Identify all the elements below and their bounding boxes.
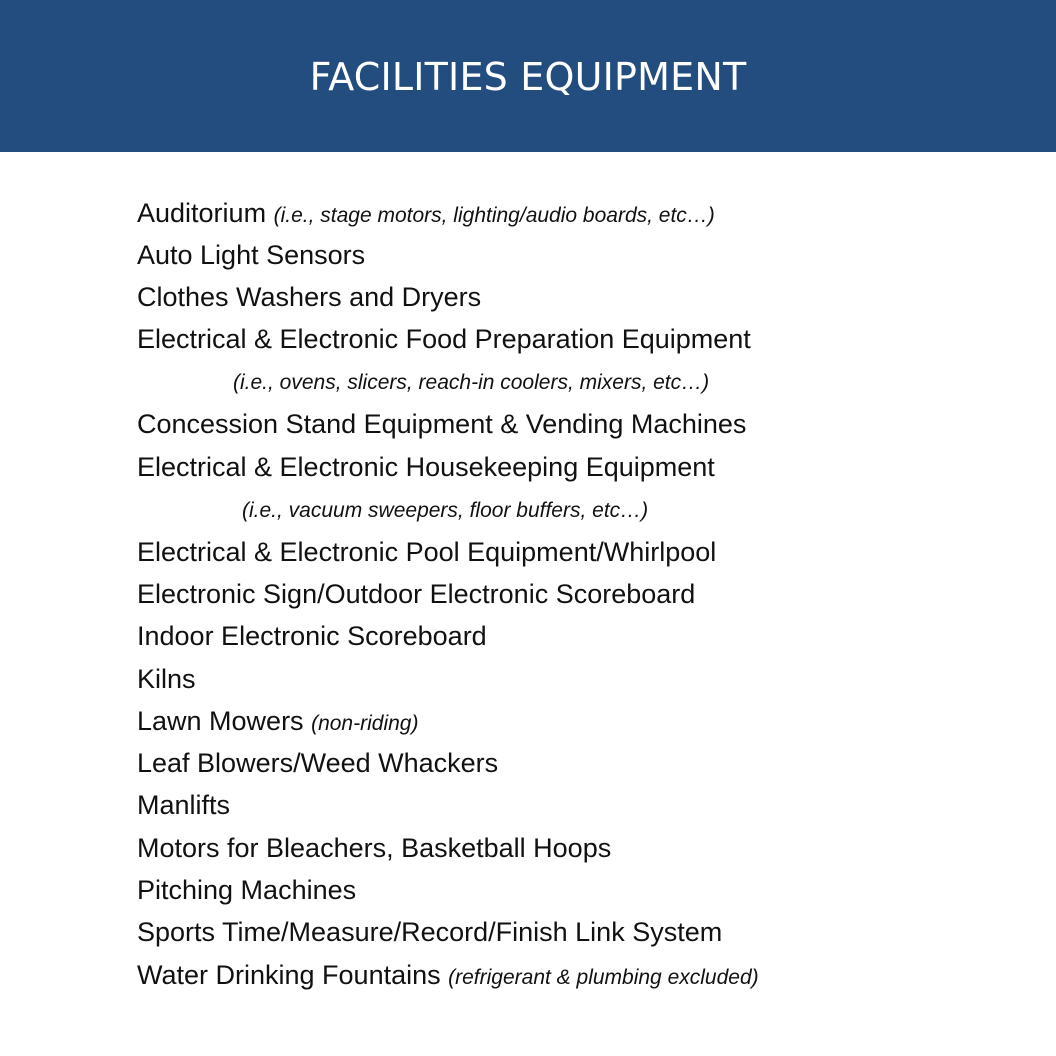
list-item-label: Manlifts [137, 790, 231, 820]
list-item-label: Pitching Machines [137, 875, 357, 905]
list-item-note: (i.e., vacuum sweepers, floor buffers, etc…) [242, 499, 649, 522]
list-item [137, 662, 196, 696]
list-item [137, 915, 722, 949]
list-item-label: Kilns [137, 664, 196, 694]
list-item-label: Lawn Mowers [137, 706, 304, 736]
list-item-label: Electrical & Electronic Food Preparation Equipment [137, 324, 751, 354]
list-item-label: Electrical & Electronic Housekeeping Equipment [137, 452, 715, 482]
list-item [137, 450, 715, 484]
list-item-note: (non-riding) [311, 712, 419, 735]
list-item-label: Electronic Sign/Outdoor Electronic Scoreboard [137, 579, 696, 609]
list-item [137, 407, 746, 441]
title-banner [0, 0, 1056, 152]
list-item-label: Auditorium [137, 198, 267, 228]
list-item [137, 238, 365, 272]
list-item-label: Water Drinking Fountains [137, 960, 441, 990]
list-item [137, 746, 498, 780]
list-item [137, 322, 751, 356]
list-item-label: Clothes Washers and Dryers [137, 282, 482, 312]
list-item-subnote [233, 366, 709, 400]
list-item-label: Indoor Electronic Scoreboard [137, 621, 487, 651]
list-item [137, 535, 716, 569]
list-item [137, 619, 487, 653]
list-item [137, 704, 418, 741]
list-item-label: Concession Stand Equipment & Vending Machines [137, 409, 747, 439]
list-item-label: Electrical & Electronic Pool Equipment/Whirlpool [137, 537, 717, 567]
list-item [137, 958, 759, 995]
list-item [137, 196, 715, 233]
list-item-note: (i.e., ovens, slicers, reach-in coolers, mixers, etc…) [233, 371, 710, 394]
list-item-subnote [242, 494, 648, 528]
list-item-label: Motors for Bleachers, Basketball Hoops [137, 833, 612, 863]
page-title: FACILITIES EQUIPMENT [309, 55, 747, 99]
list-item-label: Leaf Blowers/Weed Whackers [137, 748, 499, 778]
list-item [137, 873, 356, 907]
list-item-label: Sports Time/Measure/Record/Finish Link System [137, 917, 723, 947]
list-item-note: (i.e., stage motors, lighting/audio boards, etc…) [273, 204, 715, 227]
list-item-note: (refrigerant & plumbing excluded) [448, 966, 759, 989]
list-item [137, 831, 611, 865]
list-item-label: Auto Light Sensors [137, 240, 366, 270]
list-item [137, 577, 695, 611]
list-item [137, 788, 230, 822]
list-item [137, 280, 481, 314]
